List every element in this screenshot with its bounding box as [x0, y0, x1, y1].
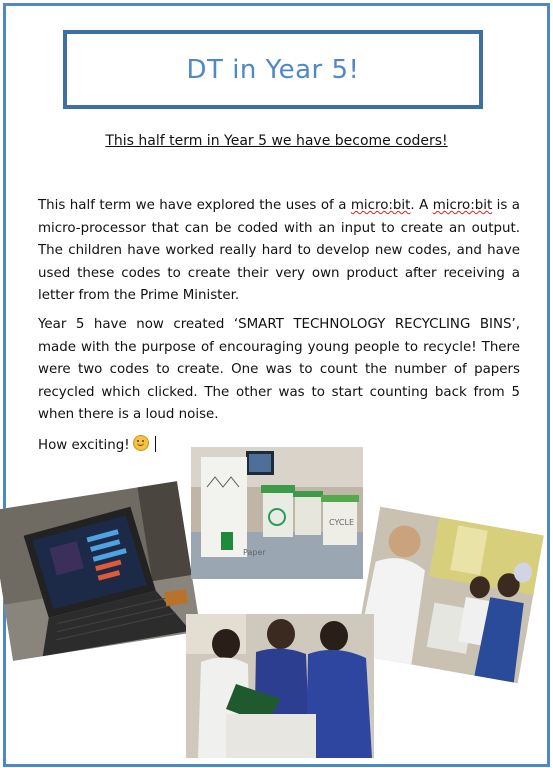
spelling-flagged-word[interactable]: micro:bit	[350, 198, 411, 213]
paragraph-intro-text-3: is a micro-processor that can be coded with an input to create an output. The children have worked really hard to develop new codes, and have used these codes to create their very own product after receiving a letter from the Prime Minister.	[38, 198, 520, 304]
page-title: DT in Year 5!	[186, 54, 360, 85]
photo-children-bottom[interactable]	[186, 614, 374, 758]
text-cursor	[155, 436, 156, 452]
bin-label: CYCLE	[329, 518, 354, 527]
spelling-flagged-word[interactable]: micro:bit	[432, 198, 493, 213]
paragraph-intro-text-1: This half term we have explored the uses of a	[38, 198, 351, 213]
paragraph-intro-text-2: . A	[410, 198, 433, 213]
subtitle: This half term in Year 5 we have become coders!	[105, 133, 448, 149]
photo-children-right[interactable]	[354, 507, 544, 684]
bin-label: Paper	[243, 548, 266, 557]
photo-recycling-bins[interactable]	[191, 447, 363, 579]
smiley-icon	[133, 435, 149, 451]
bins-illustration	[191, 447, 363, 579]
photo-laptop[interactable]	[0, 481, 201, 661]
paragraph-intro	[38, 195, 520, 308]
paragraph-bins: Year 5 have now created ‘SMART TECHNOLOGY RECYCLING BINS’, made with the purpose of encouraging young people to recycle! There were two codes to create. One was to count the number of papers recycled which clicked. The other was to start counting back from 5 when there is a loud noise.	[38, 317, 520, 423]
closing-text: How exciting!	[38, 438, 130, 453]
children-illustration	[354, 507, 544, 684]
children-group-illustration	[186, 614, 374, 758]
title-box	[63, 30, 483, 109]
laptop-illustration	[0, 481, 201, 661]
